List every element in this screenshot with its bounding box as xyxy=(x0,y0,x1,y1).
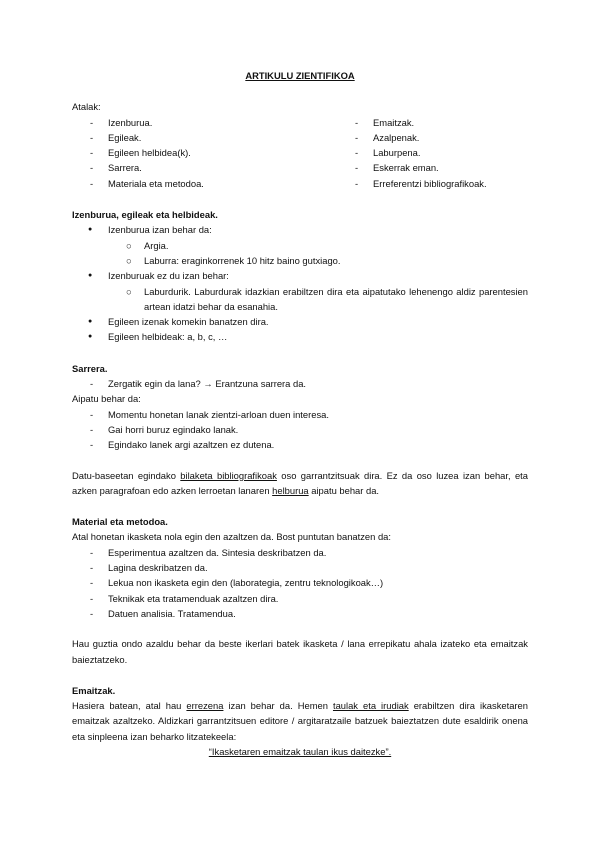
list-item: - Teknikak eta tratamenduak azaltzen dira. xyxy=(72,591,528,606)
sections-list-col1 xyxy=(72,115,337,191)
underlined-term: errezena xyxy=(186,700,224,712)
list-item: - Sarrera. xyxy=(72,160,337,175)
list-item: - Esperimentua azaltzen da. Sintesia deskribatzen da. xyxy=(72,545,528,560)
list-item: - Lagina deskribatzen da. xyxy=(72,560,528,575)
list-item: - Laburpena. xyxy=(337,145,528,160)
aipatu-label: Aipatu behar da: xyxy=(72,393,141,405)
material-intro: Atal honetan ikasketa nola egin den azaltzen da. Bost puntutan banatzen da: xyxy=(72,531,391,543)
list-item: - Azalpenak. xyxy=(337,130,528,145)
underlined-term: helburua xyxy=(272,484,309,496)
list-item: - Gai horri buruz egindako lanak. xyxy=(72,422,528,437)
atalak-label: Atalak: xyxy=(72,101,101,113)
list-item: - Datuen analisia. Tratamendua. xyxy=(72,606,528,621)
sections-list xyxy=(72,115,528,191)
heading-izenburua: Izenburua, egileak eta helbideak. xyxy=(72,209,218,221)
list-item: ● Izenburuak ez du izan behar: xyxy=(72,268,528,283)
text-run: erabiltzen dira ikasketaren emaitzak azaltzeko. Aldizkari garrantzitsuen editore / argitaratzaile batzuek baieztatzen dute esaldirik onena eta sinpleena izan beharko litzatekeela: xyxy=(72,700,528,742)
list-item: - Izenburua. xyxy=(72,115,337,130)
emaitzak-paragraph xyxy=(72,698,528,744)
heading-emaitzak: Emaitzak. xyxy=(72,684,116,696)
document-title: ARTIKULU ZIENTIFIKOA xyxy=(245,70,355,81)
list-item: ● Egileen izenak komekin banatzen dira. xyxy=(72,314,528,329)
text-run: oso garrantzitsuak dira. Ez da oso luzea izan behar, eta azken paragrafoan edo azken lerroetan lanaren xyxy=(72,469,529,496)
document-body xyxy=(72,68,528,759)
list-item: ● Izenburua izan behar da: xyxy=(72,222,528,237)
list-item: - Zergatik egin da lana? → Erantzuna sarrera da. xyxy=(72,376,528,391)
list-item: - Egindako lanek argi azaltzen ez dutena. xyxy=(72,437,528,452)
underlined-term: taulak eta irudiak xyxy=(332,700,409,712)
quote-line: “Ikasketaren emaitzak taulan ikus daitezke”. xyxy=(208,745,392,757)
text-run: Hasiera batean, atal hau xyxy=(72,700,187,712)
list-item: - Eskerrak eman. xyxy=(337,160,528,175)
list-item: ● Egileen helbideak: a, b, c, … xyxy=(72,329,528,344)
text-run: Datu-baseetan egindako xyxy=(72,469,181,481)
heading-material: Material eta metodoa. xyxy=(72,516,168,528)
list-item: - Lekua non ikasketa egin den (laborategia, zentru teknologikoak…) xyxy=(72,575,528,590)
underlined-term: bilaketa bibliografikoak xyxy=(180,469,277,481)
heading-sarrera: Sarrera. xyxy=(72,362,108,374)
list-item: ○ Laburra: eraginkorrenek 10 hitz baino gutxiago. xyxy=(72,253,528,268)
list-item: ○ Argia. xyxy=(72,238,528,253)
text-run: izan behar da. Hemen xyxy=(223,700,333,712)
list-item: - Egileen helbidea(k). xyxy=(72,145,337,160)
sections-list-col2 xyxy=(337,115,528,191)
list-item: - Momentu honetan lanak zientzi-arloan duen interesa. xyxy=(72,407,528,422)
list-item: ○ Laburdurik. Laburdurak idazkian erabiltzen dira eta aipatutako lehenengo aldiz parentesien artean idatzi behar da esanahia. xyxy=(72,284,528,315)
list-item: - Erreferentzi bibliografikoak. xyxy=(337,176,528,191)
material-paragraph: Hau guztia ondo azaldu behar da beste ikerlari batek ikasketa / lana errepikatu ahala izateko eta emaitzak baieztatzeko. xyxy=(72,638,528,665)
list-item: - Materiala eta metodoa. xyxy=(72,176,337,191)
sarrera-paragraph xyxy=(72,468,528,499)
text-run: aipatu behar da. xyxy=(308,484,380,496)
list-item: - Egileak. xyxy=(72,130,337,145)
list-item: - Emaitzak. xyxy=(337,115,528,130)
